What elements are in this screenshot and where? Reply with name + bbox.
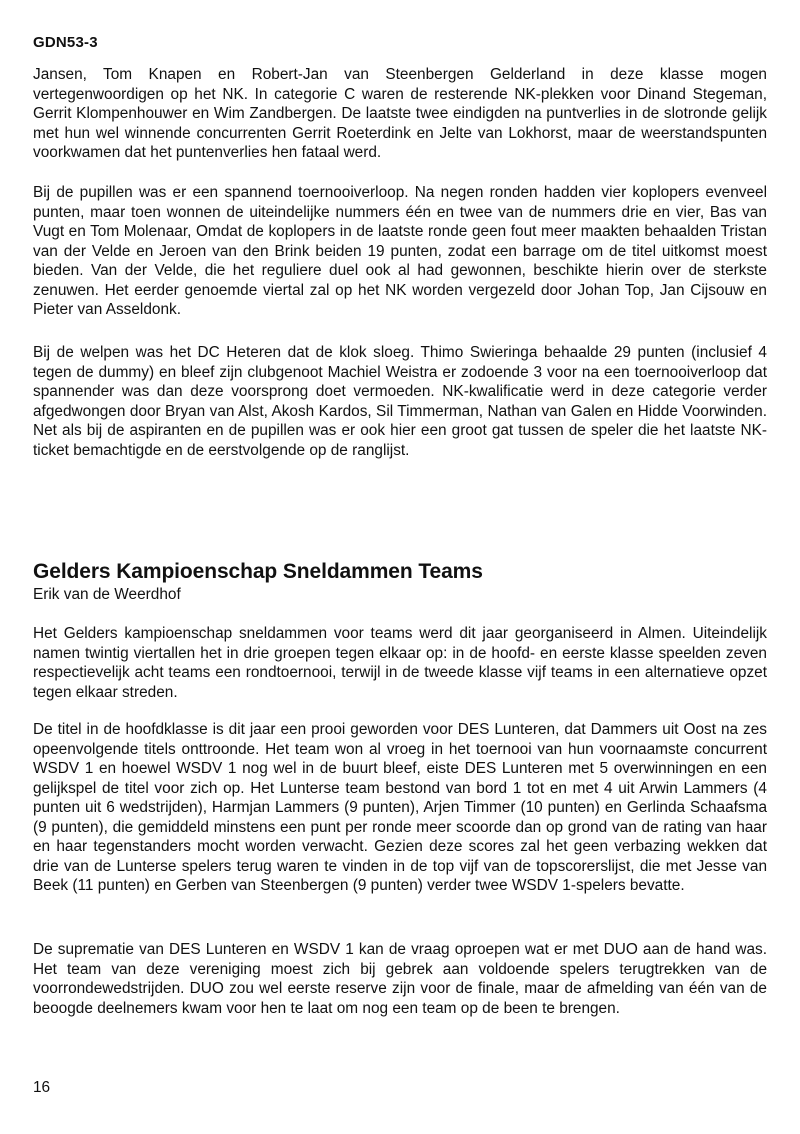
page-header-code: GDN53-3 [33, 34, 98, 51]
article-author: Erik van de Weerdhof [33, 586, 181, 603]
paragraph-nk-categorie-c: Jansen, Tom Knapen en Robert-Jan van Steenbergen Gelderland in deze klasse mogen vertegenwoordigen op het NK. In categorie C waren de resterende NK-plekken voor Dinand Stegeman, Gerrit Klompenhouwer en Wim Zandbergen. De laatste twee eindigden na puntverlies in de slotronde gelijk met hun wel winnende concurrenten Gerrit Roeterdink en Jelte van Lokhorst, maar de weerstandspunten voorkwamen dat het puntenverlies hen fataal werd. [33, 66, 767, 161]
paragraph-intro: Het Gelders kampioenschap sneldammen voor teams werd dit jaar georganiseerd in Almen. Uiteindelijk namen twintig viertallen het in drie groepen tegen elkaar op: in de hoofd- en eerste klasse speelden zeven respectievelijk acht teams een rondtoernooi, terwijl in de tweede klasse vijf teams in een alternatieve opzet tegen elkaar streden. [33, 625, 767, 701]
paragraph-welpen: Bij de welpen was het DC Heteren dat de klok sloeg. Thimo Swieringa behaalde 29 punten (inclusief 4 tegen de dummy) en bleef zijn clubgenoot Machiel Weistra er zodoende 3 voor na een toernooiverloop dat spannender was dan deze voorsprong doet vermoeden. NK-kwalificatie werd in deze categorie verder afgedwongen door Bryan van Alst, Akosh Kardos, Sil Timmerman, Nathan van Galen en Hidde Voorwinden. Net als bij de aspiranten en de pupillen was er ook hier een groot gat tussen de speler die het laatste NK-ticket bemachtigde en de eerstvolgende op de ranglijst. [33, 344, 767, 459]
paragraph-pupillen: Bij de pupillen was er een spannend toernooiverloop. Na negen ronden hadden vier koplopers evenveel punten, maar toen wonnen de uiteindelijke nummers één en twee van de nummers drie en vier, Bas van Vugt en Tom Molenaar, Omdat de koplopers in de laatste ronde geen fout meer maakten behaalden Tristan van der Velde en Jeroen van den Brink beiden 19 punten, zodat een barrage om de titel uitkomst moest bieden. Van der Velde, die het reguliere duel ook al had gewonnen, beschikte hierin over de sterkste zenuwen. Het eerder genoemde viertal zal op het NK worden vergezeld door Johan Top, Jan Cijsouw en Pieter van Asseldonk. [33, 184, 767, 318]
page-number: 16 [33, 1079, 51, 1096]
paragraph-duo: De suprematie van DES Lunteren en WSDV 1 kan de vraag oproepen wat er met DUO aan de hand was. Het team van deze vereniging moest zich bij gebrek aan voldoende spelers terugtrekken van de voorrondewedstrijden. DUO zou wel eerste reserve zijn voor de finale, maar de afmelding van één van de beoogde deelnemers kwam voor hen te laat om nog een team op de been te brengen. [33, 941, 767, 1017]
paragraph-hoofdklasse: De titel in de hoofdklasse is dit jaar een prooi geworden voor DES Lunteren, dat Dammers uit Oost na zes opeenvolgende titels onttroonde. Het team won al vroeg in het toernooi van hun voornaamste concurrent WSDV 1 en hoewel WSDV 1 nog wel in de buurt bleef, eiste DES Lunteren met 5 overwinningen en een gelijkspel de titel voor zich op. Het Lunterse team bestond van bord 1 tot en met 4 uit Arwin Lammers (4 punten uit 6 wedstrijden), Harmjan Lammers (9 punten), Arjen Timmer (10 punten) en Gerlinda Schaafsma (9 punten), die gemiddeld minstens een punt per ronde meer scoorde dan op grond van de rating van haar en haar tegenstanders mocht worden verwacht. Gezien deze scores zal het geen verbazing wekken dat drie van de Lunterse spelers terug waren te vinden in de top vijf van de topscorerslijst, die met Jesse van Beek (11 punten) en Gerben van Steenbergen (9 punten) verder twee WSDV 1-spelers bevatte. [33, 721, 767, 894]
article-title: Gelders Kampioenschap Sneldammen Teams [33, 560, 483, 583]
